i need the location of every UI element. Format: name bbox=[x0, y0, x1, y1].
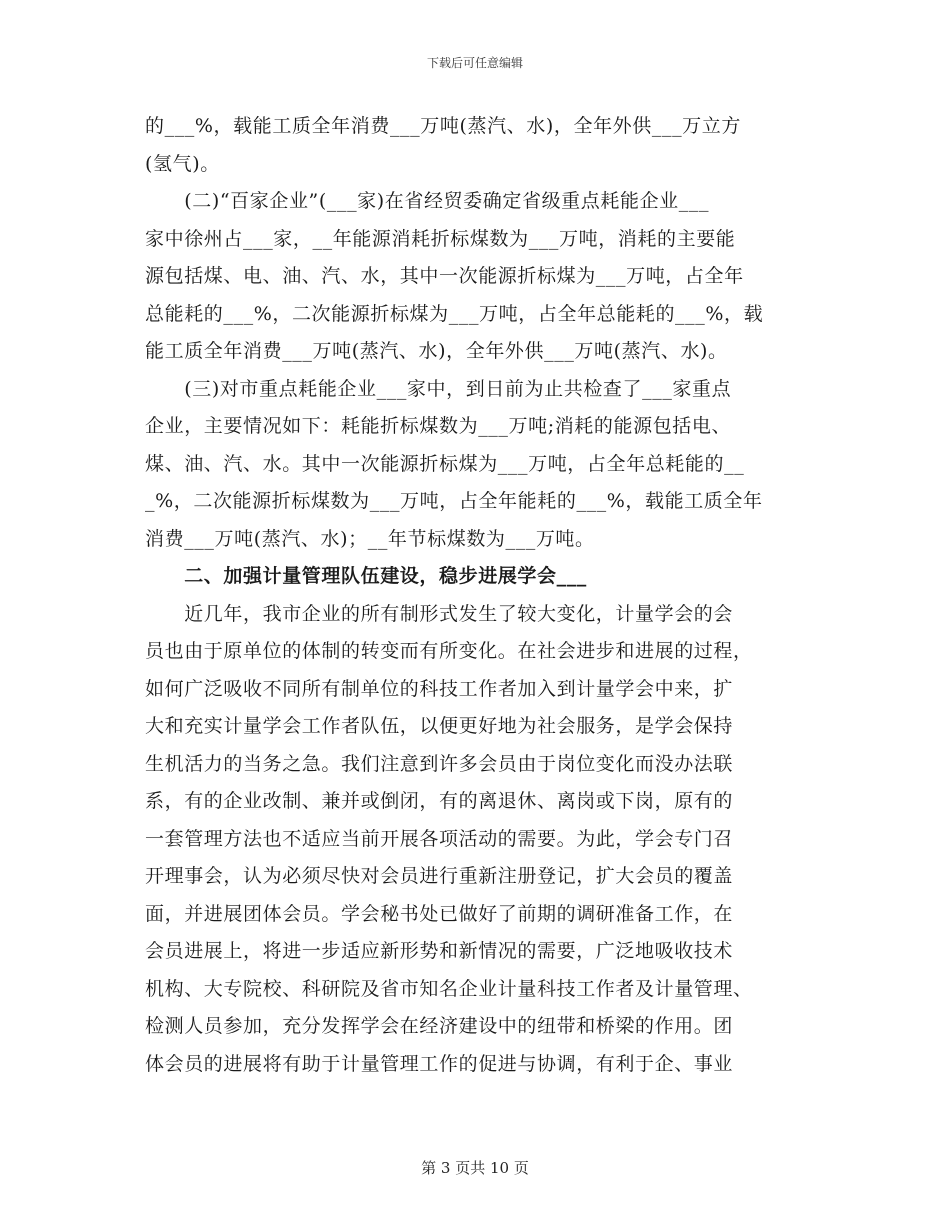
document-body bbox=[145, 108, 809, 1083]
text-line: 家中徐州占___家，__年能源消耗折标煤数为___万吨，消耗的主要能 bbox=[145, 227, 736, 250]
text-line: 近几年，我市企业的所有制形式发生了较大变化，计量学会的会 bbox=[145, 602, 734, 625]
text-line: 会员进展上，将进一步适应新形势和新情况的需要，广泛地吸收技术 bbox=[145, 940, 734, 962]
text-line: 总能耗的___%，二次能源折标煤为___万吨，占全年总能耗的___%，载 bbox=[145, 302, 764, 325]
text-line: 员也由于原单位的体制的转变而有所变化。在社会进步和进展的过程， bbox=[145, 640, 753, 662]
text-line: _%，二次能源折标煤数为___万吨，占全年能耗的___%，载能工质全年 bbox=[145, 490, 763, 512]
text-line: 煤、油、汽、水。其中一次能源折标煤为___万吨，占全年总耗能的__ bbox=[145, 452, 745, 475]
text-line: 消费___万吨(蒸汽、水)；__年节标煤数为___万吨。 bbox=[145, 527, 595, 550]
text-line: 机构、大专院校、科研院及省市知名企业计量科技工作者及计量管理、 bbox=[145, 977, 753, 1000]
text-line: 系，有的企业改制、兼并或倒闭，有的离退休、离岗或下岗，原有的 bbox=[145, 790, 734, 812]
text-line: 源包括煤、电、油、汽、水，其中一次能源折标煤为___万吨，占全年 bbox=[145, 265, 744, 287]
text-line: 如何广泛吸收不同所有制单位的科技工作者加入到计量学会中来，扩 bbox=[145, 677, 734, 700]
text-line: 检测人员参加，充分发挥学会在经济建设中的纽带和桥梁的作用。团 bbox=[145, 1015, 734, 1037]
text-line: 面，并进展团体会员。学会秘书处已做好了前期的调研准备工作，在 bbox=[145, 902, 734, 925]
text-line: (二)“百家企业”(___家)在省经贸委确定省级重点耗能企业___ bbox=[145, 190, 710, 212]
page-number: 第 3 页共 10 页 bbox=[421, 1159, 529, 1177]
text-line: 的___%，载能工质全年消费___万吨(蒸汽、水)，全年外供___万立方 bbox=[145, 115, 741, 137]
text-line: 企业，主要情况如下：耗能折标煤数为___万吨;消耗的能源包括电、 bbox=[145, 415, 732, 437]
text-line: 生机活力的当务之急。我们注意到许多会员由于岗位变化而没办法联 bbox=[145, 752, 734, 775]
page-header: 下载后可任意编辑 bbox=[426, 56, 523, 70]
text-line: (三)对市重点耗能企业___家中，到日前为止共检查了___家重点 bbox=[145, 377, 732, 400]
text-line: (氢气)。 bbox=[145, 152, 220, 175]
text-line: 能工质全年消费___万吨(蒸汽、水)，全年外供___万吨(蒸汽、水)。 bbox=[145, 340, 728, 362]
text-line: 开理事会，认为必须尽快对会员进行重新注册登记，扩大会员的覆盖 bbox=[145, 865, 734, 887]
text-line: 大和充实计量学会工作者队伍，以便更好地为社会服务，是学会保持 bbox=[145, 715, 734, 737]
text-line: 一套管理方法也不适应当前开展各项活动的需要。为此，学会专门召 bbox=[145, 827, 734, 850]
text-line: 体会员的进展将有助于计量管理工作的促进与协调，有利于企、事业 bbox=[145, 1052, 734, 1075]
section-heading: 二、加强计量管理队伍建设，稳步进展学会___ bbox=[145, 565, 587, 587]
